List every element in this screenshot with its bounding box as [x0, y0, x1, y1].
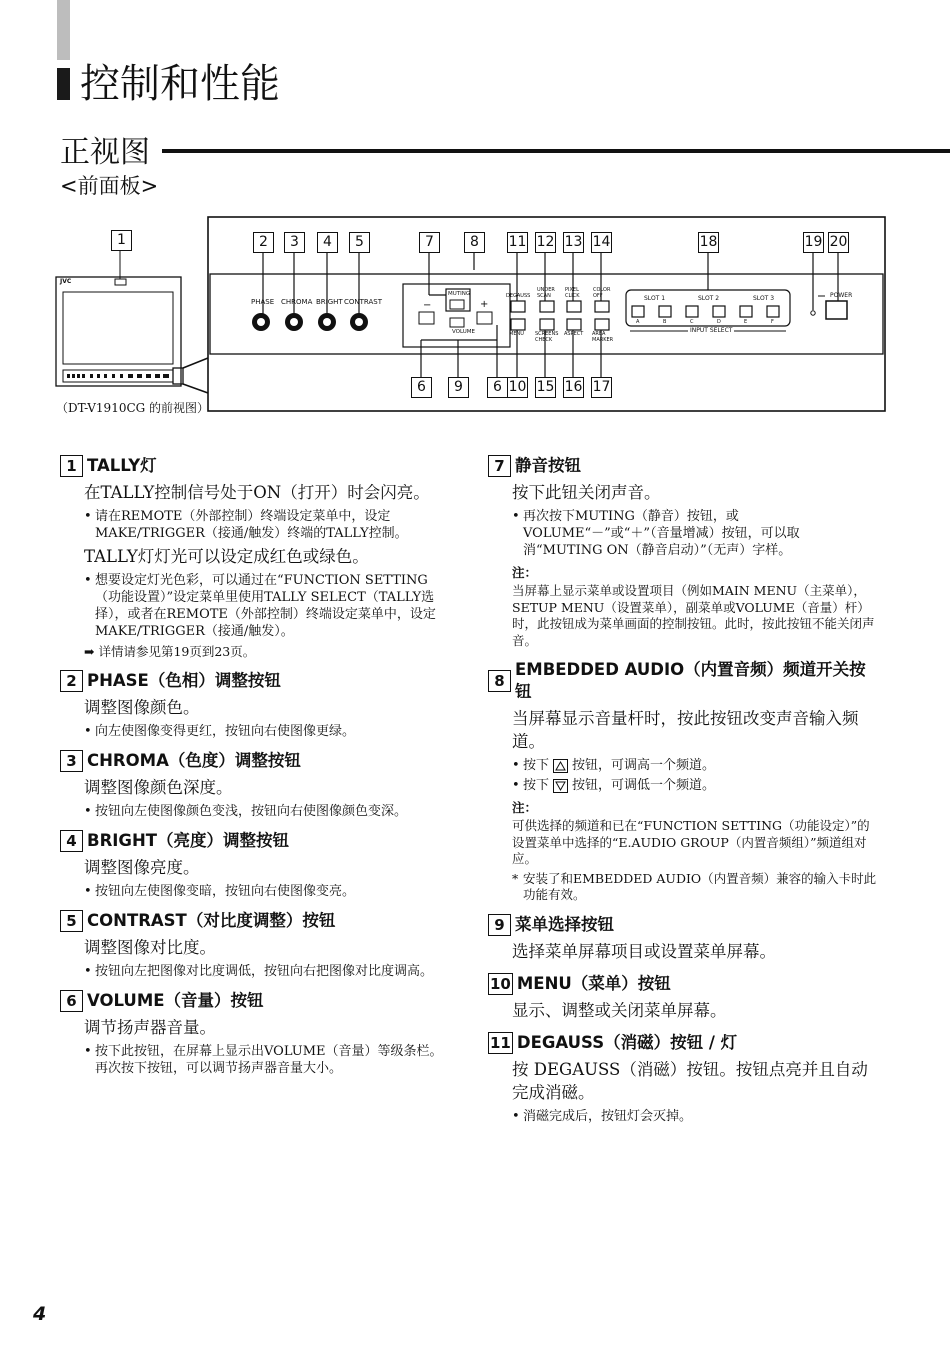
item-6	[60, 990, 450, 1077]
btn-label-color-off: COLOR OFF	[593, 287, 611, 299]
input-select-label: INPUT SELECT	[690, 327, 733, 334]
figure-caption: （DT-V1910CG 的前视图）	[56, 401, 210, 415]
bullet-pre: 按下	[523, 778, 550, 793]
callout-19: 19	[803, 232, 824, 253]
margin-bar	[57, 0, 70, 60]
item-lead: 按 DEGAUSS（消磁）按钮。按钮点亮并且自动完成消磁。	[512, 1059, 868, 1102]
callout-6-right: 6	[487, 377, 508, 398]
footnote: * 安装了和EMBEDDED AUDIO（内置音频）兼容的输入卡时此功能有效。	[512, 871, 878, 904]
callout-16: 16	[563, 377, 584, 398]
btn-label-area-marker: AREA MARKER	[592, 331, 614, 343]
item-2	[60, 670, 450, 740]
item-lead: 当屏幕显示音量杆时，按此按钮改变声音输入频道。	[512, 709, 859, 751]
btn-label-aspect: ASPECT	[564, 331, 584, 337]
item-10	[488, 973, 878, 1022]
tally-lamp	[115, 279, 126, 285]
item-bullet: • 消磁完成后，按钮灯会灭掉。	[512, 1108, 878, 1125]
down-triangle-icon	[553, 779, 568, 793]
item-number: 7	[488, 455, 511, 477]
item-title: DEGAUSS（消磁）按钮 / 灯	[516, 1032, 738, 1052]
callout-1: 1	[111, 230, 132, 251]
item-number: 11	[490, 1033, 511, 1052]
callout-3: 3	[284, 232, 305, 253]
item-number: 3	[60, 750, 83, 772]
callout-13: 13	[563, 232, 584, 253]
callout-5: 5	[349, 232, 370, 253]
item-lead-2: TALLY灯灯光可以设定成红色或绿色。	[84, 547, 369, 566]
left-column	[60, 455, 450, 1087]
subsection-title: <前面板>	[60, 174, 159, 198]
page-number: 4	[33, 1303, 47, 1325]
note-text: 可供选择的频道和已在“FUNCTION SETTING（功能设定）”的设置菜单中选择的“E.AUDIO GROUP（内置音频组）”频道组对应。	[512, 818, 870, 866]
item-title: EMBEDDED AUDIO（内置音频）频道开关按钮	[515, 660, 866, 701]
callout-4: 4	[317, 232, 338, 253]
item-7	[488, 455, 878, 649]
item-bullet-2: • 想要设定灯光色彩，可以通过在“FUNCTION SETTING（功能设置）”设定菜单里使用TALLY SELECT（TALLY选择），或者在REMOTE（外部控制）终端设定菜单中，设定MAKE/TRIGGER（接通/触发）。	[84, 572, 450, 640]
btn-label-pixel-click: PIXEL CLICK	[565, 287, 580, 299]
item-lead: 按下此钮关闭声音。	[512, 483, 661, 502]
input-letter-c: C	[690, 319, 694, 325]
item-bullet: • 按钮向左使图像颜色变浅，按钮向右使图像颜色变深。	[84, 803, 450, 820]
item-lead: 显示、调整或关闭菜单屏幕。	[512, 1000, 727, 1020]
input-letter-d: D	[717, 319, 721, 325]
bullet-post: 按钮，可调高一个频道。	[572, 758, 716, 773]
note-text: 当屏幕上显示菜单或设置项目（例如MAIN MENU（主菜单），SETUP MENU（设置菜单），副菜单或VOLUME（音量）杆）时，此按钮成为菜单画面的控制按钮。此时，按此按钮不能关闭声音。	[512, 583, 875, 648]
callout-14: 14	[591, 232, 612, 253]
item-title: 菜单选择按钮	[515, 914, 614, 934]
callout-17: 17	[591, 377, 612, 398]
power-label: POWER	[830, 292, 853, 299]
knob-label-contrast: CONTRAST	[344, 298, 382, 306]
item-4	[60, 830, 450, 900]
front-panel-figure	[0, 200, 950, 425]
item-title: CHROMA（色度）调整按钮	[87, 751, 301, 770]
item-lead: 在TALLY控制信号处于ON（打开）时会闪亮。	[84, 483, 430, 502]
item-title: CONTRAST（对比度调整）按钮	[87, 911, 336, 930]
callout-2: 2	[253, 232, 274, 253]
callout-10: 10	[507, 377, 528, 398]
item-number: 2	[60, 670, 83, 692]
btn-label-screens-check: SCREENS CHECK	[535, 331, 559, 343]
item-number: 5	[60, 910, 83, 932]
item-number: 10	[490, 974, 511, 993]
section-rule	[162, 149, 950, 153]
callout-6-left: 6	[411, 377, 432, 398]
title-marker	[57, 68, 70, 100]
input-letter-b: B	[663, 319, 667, 325]
input-letter-e: E	[744, 319, 748, 325]
callout-15: 15	[535, 377, 556, 398]
up-triangle-icon	[553, 759, 568, 773]
item-title: PHASE（色相）调整按钮	[87, 671, 281, 690]
volume-minus: −	[423, 300, 432, 311]
slot-label-1: SLOT 1	[644, 295, 666, 302]
section-title: 正视图	[60, 135, 150, 170]
item-bullet: • 按钮向左把图像对比度调低，按钮向右把图像对比度调高。	[84, 963, 450, 980]
item-bullet-up	[512, 757, 878, 774]
knob-label-bright: BRIGHT	[316, 298, 343, 306]
page-title: 控制和性能	[80, 61, 280, 107]
input-letter-f: F	[771, 319, 774, 325]
item-9	[488, 914, 878, 963]
item-lead: 调整图像对比度。	[84, 938, 216, 957]
item-bullet-down	[512, 777, 878, 794]
bullet-post: 按钮，可调低一个频道。	[572, 778, 716, 793]
slot-label-2: SLOT 2	[698, 295, 720, 302]
item-number: 1	[60, 455, 83, 477]
item-lead: 调整图像亮度。	[84, 858, 200, 877]
callout-20: 20	[828, 232, 849, 253]
btn-label-menu: MENU	[509, 331, 524, 337]
callout-18: 18	[698, 232, 719, 253]
item-lead: 调节扬声器音量。	[84, 1018, 216, 1037]
item-bullet: • 按下此按钮，在屏幕上显示出VOLUME（音量）等级条栏。再次按下按钮，可以调节扬声器音量大小。	[84, 1043, 450, 1077]
input-letter-a: A	[636, 319, 640, 325]
item-5	[60, 910, 450, 980]
item-number: 6	[60, 990, 83, 1012]
callout-12: 12	[535, 232, 556, 253]
knob-label-phase: PHASE	[251, 298, 275, 306]
right-column	[488, 455, 878, 1135]
item-bullet: • 向左使图像变得更红，按钮向右使图像更绿。	[84, 723, 450, 740]
item-lead: 选择菜单屏幕项目或设置菜单屏幕。	[512, 941, 776, 961]
item-1	[60, 455, 450, 660]
slot-label-3: SLOT 3	[753, 295, 775, 302]
bullet-pre: 按下	[523, 758, 550, 773]
item-bullet: • 按钮向左使图像变暗，按钮向右使图像变亮。	[84, 883, 450, 900]
note-label: 注：	[512, 800, 538, 815]
item-lead: 调整图像颜色深度。	[84, 778, 233, 797]
item-lead: 调整图像颜色。	[84, 698, 200, 717]
item-number: 9	[488, 914, 511, 936]
item-title: MENU（菜单）按钮	[516, 973, 671, 993]
item-bullet: • 再次按下MUTING（静音）按钮，或VOLUME“－”或“＋”（音量增减）按钮，可以取消“MUTING ON（静音启动）”（无声）字样。	[512, 508, 878, 559]
callout-9: 9	[448, 377, 469, 398]
monitor-brand: JVC	[60, 278, 72, 285]
callout-11: 11	[507, 232, 528, 253]
volume-label: VOLUME	[452, 329, 476, 335]
item-11	[488, 1032, 878, 1125]
page-reference: ➡ 详情请参见第19页到23页。	[84, 644, 256, 659]
item-title: TALLY灯	[87, 456, 157, 475]
item-3	[60, 750, 450, 820]
item-bullet: • 请在REMOTE（外部控制）终端设定菜单中，设定MAKE/TRIGGER（接通/触发）终端的TALLY控制。	[84, 508, 450, 542]
item-title: VOLUME（音量）按钮	[87, 991, 264, 1010]
item-title: 静音按钮	[515, 456, 581, 475]
callout-8: 8	[464, 232, 485, 253]
note-label: 注：	[512, 565, 538, 580]
volume-plus: +	[480, 299, 489, 310]
item-number: 4	[60, 830, 83, 852]
btn-label-underscan: UNDER SCAN	[537, 287, 555, 299]
item-8	[488, 659, 878, 904]
muting-label: MUTING	[448, 291, 471, 297]
btn-label-degauss: DEGAUSS	[506, 293, 531, 299]
item-title: BRIGHT（亮度）调整按钮	[87, 831, 290, 850]
callout-7: 7	[419, 232, 440, 253]
knob-label-chroma: CHROMA	[281, 298, 313, 306]
item-number: 8	[488, 670, 511, 692]
